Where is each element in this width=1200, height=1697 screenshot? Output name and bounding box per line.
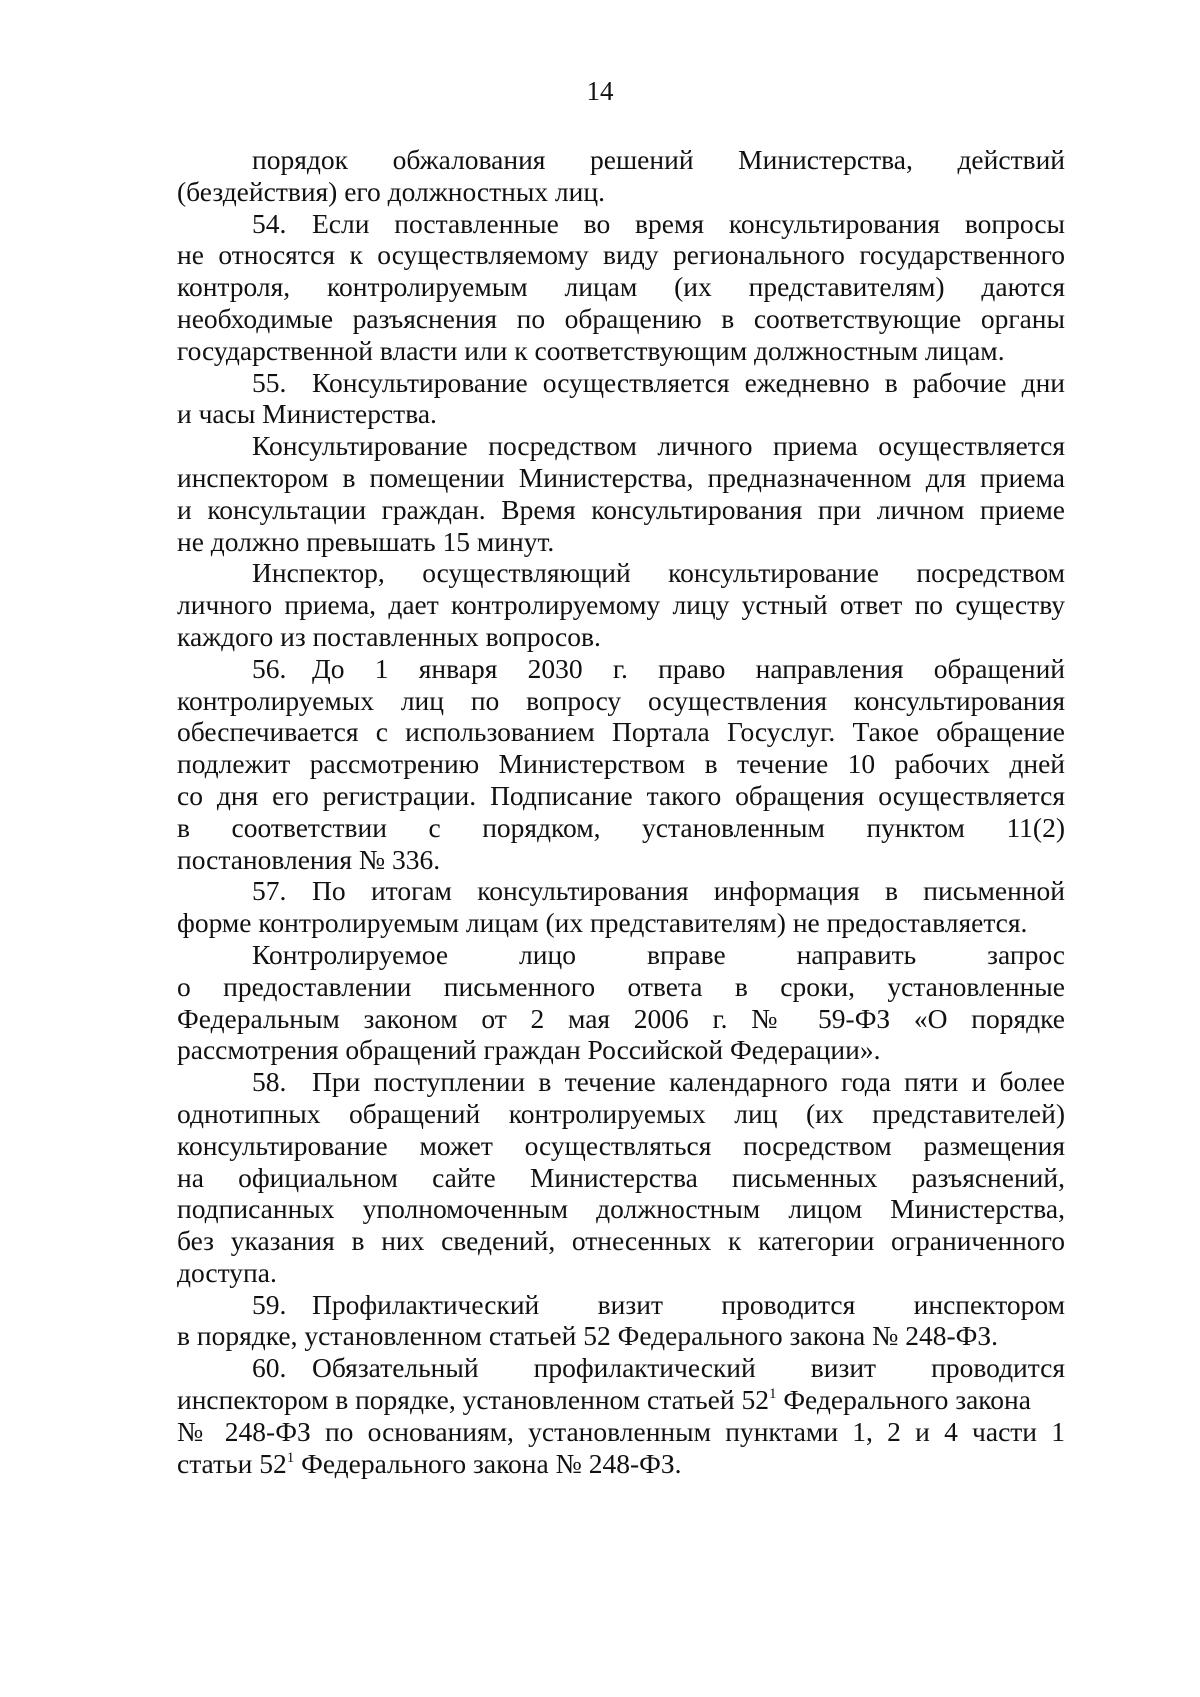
text-line: не должно превышать 15 минут.	[177, 525, 555, 557]
text-line: порядок обжалования решений Министерства, действий	[252, 144, 1065, 175]
paragraph-number: 59.	[252, 1288, 287, 1320]
text-line: в соответствии с порядком, установленным пунктом 11(2)	[177, 811, 1065, 843]
paragraph-57-line	[177, 875, 1065, 907]
text-line: (бездействия) его должностных лиц.	[177, 175, 605, 207]
text-line: не относятся к осуществляемому виду регионального государственного	[177, 239, 1065, 271]
text-line: без указания в них сведений, отнесенных к категории ограниченного	[177, 1225, 1065, 1257]
text-segment: Федерального закона	[776, 1384, 1031, 1416]
text-line: однотипных обращений контролируемых лиц (их представителей)	[177, 1097, 1065, 1129]
paragraph-60-line	[177, 1352, 1065, 1384]
text-segment: Консультирование осуществляется ежедневно в рабочие дни	[312, 366, 1065, 398]
text-line: форме контролируемым лицам (их представителям) не предоставляется.	[177, 907, 1028, 939]
text-line: государственной власти или к соответствующим должностным лицам.	[177, 334, 1005, 366]
text-line: № 248-ФЗ по основаниям, установленным пунктами 1, 2 и 4 части 1	[177, 1415, 1065, 1447]
page-number: 14	[586, 76, 614, 106]
text-line: консультирование может осуществляться посредством размещения	[177, 1129, 1065, 1161]
text-line: рассмотрения обращений граждан Российской Федерации».	[177, 1034, 881, 1066]
text-segment: Профилактический визит проводится инспектором	[312, 1288, 1065, 1320]
text-segment: При поступлении в течение календарного года пяти и более	[312, 1066, 1065, 1098]
text-line: и часы Министерства.	[177, 398, 437, 430]
text-line: инспектором в помещении Министерства, предназначенном для приема	[177, 461, 1065, 493]
paragraph-number: 57.	[252, 875, 287, 907]
paragraph-55-line	[177, 367, 1065, 399]
text-line: подписанных уполномоченным должностным лицом Министерства,	[177, 1193, 1065, 1225]
paragraph-number: 56.	[252, 652, 287, 684]
text-line: Инспектор, осуществляющий консультирование посредством	[252, 557, 1065, 589]
text-line: о предоставлении письменного ответа в сроки, установленные	[177, 970, 1065, 1002]
paragraph-54-line	[177, 208, 1065, 240]
text-line: постановления № 336.	[177, 843, 441, 875]
text-segment: Обязательный профилактический визит проводится	[312, 1352, 1065, 1384]
paragraph-59-line	[177, 1289, 1065, 1321]
text-line: Консультирование посредством личного приема осуществляется	[252, 430, 1065, 462]
text-segment: До 1 января 2030 г. право направления обращений	[312, 652, 1065, 684]
text-line: личного приема, дает контролируемому лицу устный ответ по существу	[177, 589, 1065, 621]
text-line: и консультации граждан. Время консультирования при личном приеме	[177, 493, 1065, 525]
paragraph-number: 60.	[252, 1352, 287, 1384]
paragraph-number: 54.	[252, 207, 287, 239]
paragraph-number: 55.	[252, 366, 287, 398]
text-line	[177, 1448, 1065, 1480]
text-line: на официальном сайте Министерства письменных разъяснений,	[177, 1161, 1065, 1193]
text-line: контролируемых лиц по вопросу осуществления консультирования	[177, 684, 1065, 716]
text-line: доступа.	[177, 1256, 277, 1288]
paragraph-56-line	[177, 653, 1065, 685]
text-line: Контролируемое лицо вправе направить запрос	[252, 938, 1065, 970]
document-body	[177, 144, 1065, 1479]
text-segment: Если поставленные во время консультирования вопросы	[312, 207, 1065, 239]
text-line: контроля, контролируемым лицам (их представителям) даются	[177, 271, 1065, 303]
text-line: в порядке, установленном статьей 52 Федерального закона № 248-ФЗ.	[177, 1320, 998, 1352]
paragraph-58-line	[177, 1066, 1065, 1098]
text-segment: Федерального закона № 248-ФЗ.	[294, 1447, 682, 1479]
text-line: каждого из поставленных вопросов.	[177, 620, 601, 652]
text-line	[177, 1384, 1065, 1416]
text-segment: статьи 52	[177, 1447, 287, 1479]
paragraph-number: 58.	[252, 1066, 287, 1098]
text-segment: По итогам консультирования информация в письменной	[312, 875, 1065, 907]
text-line: необходимые разъяснения по обращению в соответствующие органы	[177, 302, 1065, 334]
text-line: подлежит рассмотрению Министерством в течение 10 рабочих дней	[177, 748, 1065, 780]
text-line: со дня его регистрации. Подписание такого обращения осуществляется	[177, 779, 1065, 811]
text-line: Федеральным законом от 2 мая 2006 г. № 59-ФЗ «О порядке	[177, 1002, 1065, 1034]
text-segment: инспектором в порядке, установленном статьей 52	[177, 1384, 769, 1416]
superscript: 1	[768, 1386, 777, 1403]
text-line: обеспечивается с использованием Портала Госуслуг. Такое обращение	[177, 716, 1065, 748]
superscript: 1	[286, 1449, 295, 1466]
